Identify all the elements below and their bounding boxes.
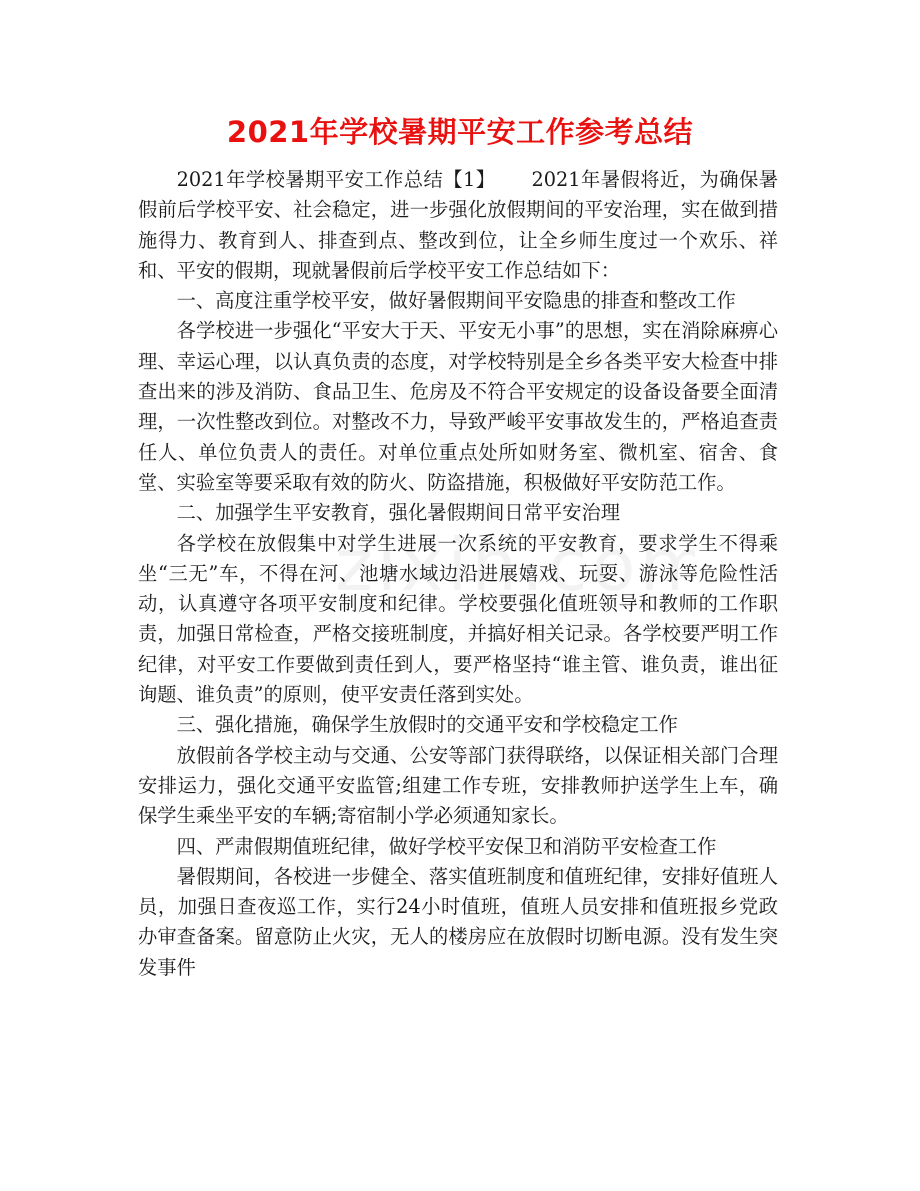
section-heading-4: 四、严肃假期值班纪律，做好学校平安保卫和消防平安检查工作 [176, 834, 717, 858]
section-body-1: 各学校进一步强化“平安大于天、平安无小事”的思想，实在消除麻痹心理、幸运心理，以认真负责的态度，对学校特别是全乡各类平安大检查中排查出来的涉及消防、食品卫生、危房及不符合平安规定的设备设备要全面清理，一次性整改到位。对整改不力，导致严峻平安事故发生的，严格追查责任人、单位负责人的责任。对单位重点处所如财务室、微机室、宿舍、食堂、实验室等要采取有效的防火、防盗措施，积极做好平安防范工作。 [138, 319, 778, 494]
section-body-4: 暑假期间，各校进一步健全、落实值班制度和值班纪律，安排好值班人员，加强日查夜巡工作，实行24小时值班，值班人员安排和值班报乡党政办审查备案。留意防止火灾，无人的楼房应在放假时切断电源。没有发生突发事件 [138, 864, 778, 979]
intro-text: 2021年暑假将近，为确保暑假前后学校平安、社会稳定，进一步强化放假期间的平安治理，实在做到措施得力、教育到人、排查到点、整改到位，让全乡师生度过一个欢乐、祥和、平安的假期，现就暑假前后学校平安工作总结如下： [138, 168, 778, 282]
document-body [138, 165, 778, 983]
document-title: 2021年学校暑期平安工作参考总结 [226, 115, 694, 149]
intro-heading: 2021年学校暑期平安工作总结【1】 [176, 168, 496, 191]
section-body-3: 放假前各学校主动与交通、公安等部门获得联络，以保证相关部门合理安排运力，强化交通平安监管;组建工作专班，安排教师护送学生上车，确保学生乘坐平安的车辆;寄宿制小学必须通知家长。 [138, 743, 778, 828]
section-heading-2: 二、加强学生平安教育，强化暑假期间日常平安治理 [176, 501, 621, 525]
section-body-2: 各学校在放假集中对学生进展一次系统的平安教育，要求学生不得乘坐“三无”车，不得在河、池塘水域边沿进展嬉戏、玩耍、游泳等危险性活动，认真遵守各项平安制度和纪律。学校要强化值班领导和教师的工作职责，加强日常检查，严格交接班制度，并搞好相关记录。各学校要严明工作纪律，对平安工作要做到责任到人，要严格坚持“谁主管、谁负责，谁出征询题、谁负责”的原则，使平安责任落到实处。 [138, 531, 778, 707]
section-heading-3: 三、强化措施，确保学生放假时的交通平安和学校稳定工作 [176, 713, 678, 737]
intro-paragraph [138, 165, 778, 286]
section-heading-1: 一、高度注重学校平安，做好暑假期间平安隐患的排查和整改工作 [176, 289, 736, 313]
